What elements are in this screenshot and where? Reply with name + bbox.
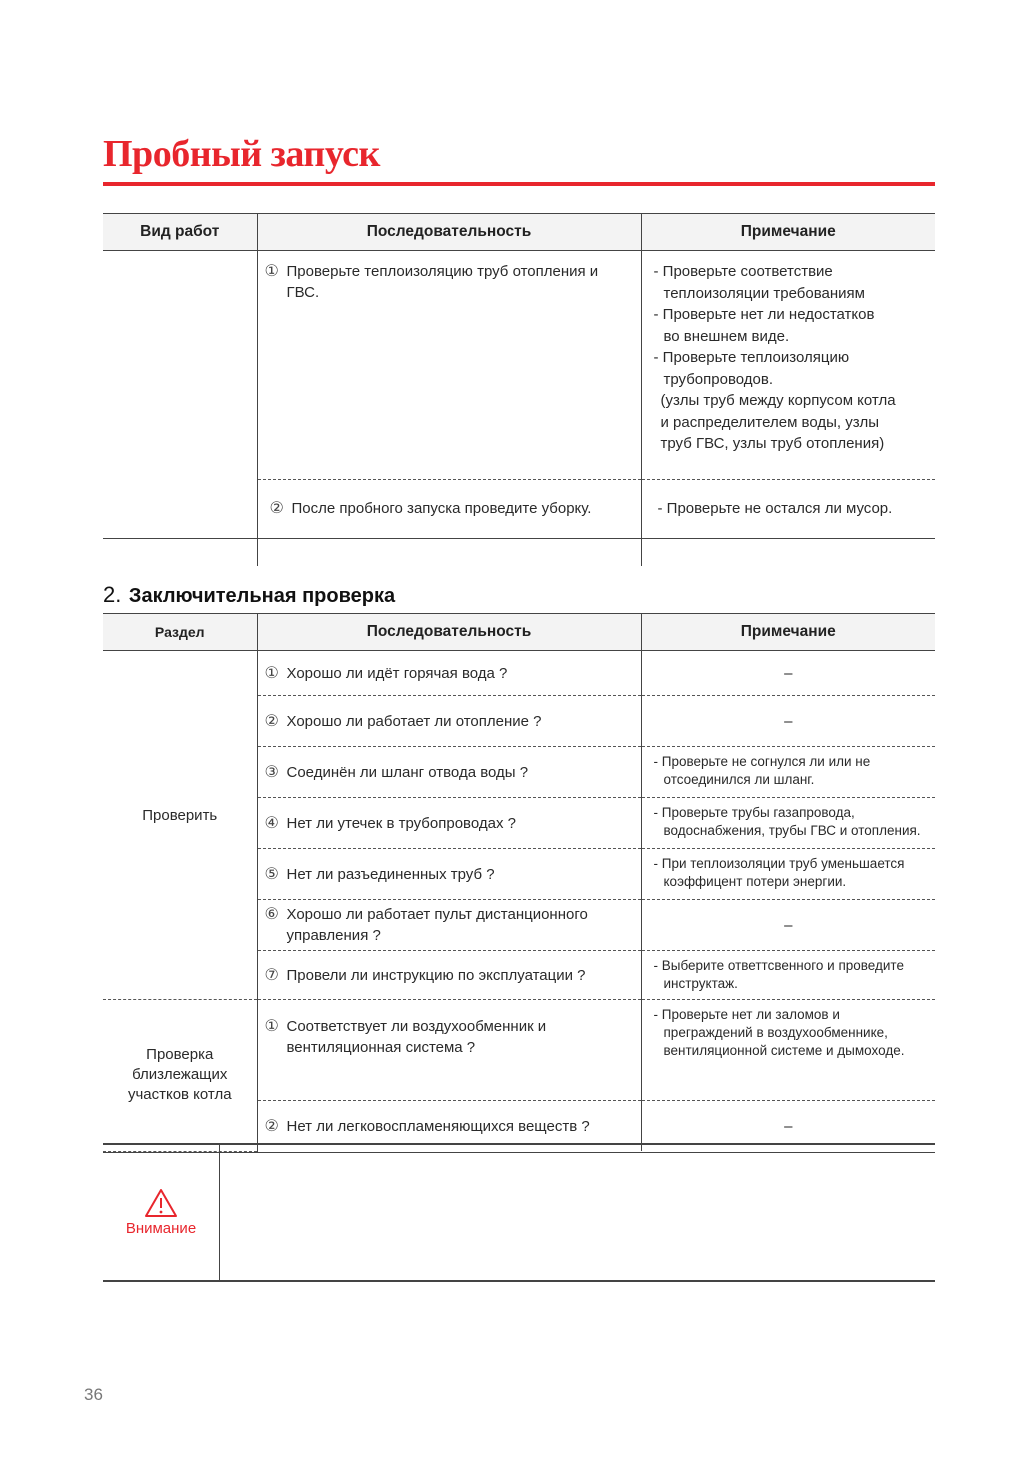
- note-line: - При теплоизоляции труб уменьшается: [653, 856, 905, 871]
- empty-note-dash: –: [784, 916, 793, 934]
- caution-box: [103, 1143, 935, 1282]
- step-cell: [257, 1000, 641, 1101]
- header-sequence: Последовательность: [257, 614, 641, 651]
- note-line: водоснабжения, трубы ГВС и отопления.: [663, 823, 921, 838]
- empty-note-dash: –: [784, 712, 793, 730]
- empty-note-dash: –: [784, 1117, 793, 1135]
- table-header-row: [103, 214, 935, 251]
- step-cell: [257, 849, 641, 900]
- step-cell: [257, 480, 641, 567]
- step-text: вентиляционная система ?: [286, 1039, 476, 1056]
- title-rule: [103, 182, 935, 186]
- step-text: ГВС.: [286, 284, 320, 301]
- section-label: Проверка: [146, 1046, 214, 1064]
- step-text: Хорошо ли работает пульт дистанционного: [286, 906, 588, 923]
- step-number: ①: [264, 664, 279, 682]
- table-header-row: [103, 614, 935, 651]
- note-cell: [641, 1000, 935, 1101]
- table-row: [103, 1000, 935, 1101]
- page-number: 36: [84, 1385, 103, 1404]
- note-cell: [641, 480, 935, 567]
- section-label: близлежащих: [132, 1066, 228, 1084]
- step-text: Хорошо ли идёт горячая вода ?: [286, 664, 508, 682]
- step-cell: [257, 900, 641, 951]
- page-title: Пробный запуск: [103, 133, 380, 175]
- note-line: вентиляционной системе и дымоходе.: [663, 1043, 905, 1058]
- step-text: Нет ли разъединенных труб ?: [286, 865, 495, 883]
- header-note: Примечание: [641, 214, 935, 251]
- step-text: Нет ли легковоспламеняющихся веществ ?: [286, 1117, 590, 1135]
- note-cell: [641, 251, 935, 480]
- table-row: [103, 251, 935, 480]
- table-bottom-rule: [103, 538, 935, 539]
- step-number: ③: [264, 763, 279, 781]
- note-line: - Проверьте не остался ли мусор.: [657, 500, 893, 517]
- section-label: участков котла: [127, 1086, 232, 1104]
- step-text: Соответствует ли воздухообменник и: [286, 1018, 547, 1035]
- step-cell: [257, 951, 641, 1000]
- step-number: ④: [264, 814, 279, 832]
- header-section: Раздел: [103, 614, 257, 651]
- note-line: труб ГВС, узлы труб отопления): [660, 435, 885, 452]
- section-label-cell: [103, 1000, 257, 1152]
- step-text: Провели ли инструкцию по эксплуатации ?: [286, 966, 586, 984]
- empty-note-dash: –: [784, 664, 793, 682]
- step-number: ⑥: [264, 906, 279, 923]
- step-number: ②: [264, 1117, 279, 1135]
- note-cell: [641, 696, 935, 747]
- step-text: Проверьте теплоизоляцию труб отопления и: [286, 263, 599, 280]
- note-cell: [641, 849, 935, 900]
- note-line: во внешнем виде.: [663, 327, 790, 345]
- table-bottom-rule: [103, 1152, 935, 1153]
- step-number: ⑦: [264, 966, 279, 984]
- note-line: - Проверьте нет ли заломов и: [653, 1007, 840, 1022]
- note-cell: [641, 747, 935, 798]
- trial-run-table: [103, 213, 935, 566]
- step-number: ①: [264, 263, 279, 280]
- note-line: и распределителем воды, узлы: [660, 413, 879, 431]
- warning-triangle-icon: [144, 1188, 178, 1218]
- note-line: - Выберите ответтсвенного и проведите: [653, 958, 904, 973]
- section-label-cell: [103, 651, 257, 1000]
- note-line: отсоединился ли шланг.: [663, 772, 815, 787]
- header-note: Примечание: [641, 614, 935, 651]
- note-line: - Проверьте соответствие: [653, 263, 833, 280]
- note-line: - Проверьте трубы газапровода,: [653, 805, 855, 820]
- step-number: ①: [264, 1018, 279, 1035]
- step-cell: [257, 798, 641, 849]
- note-line: (узлы труб между корпусом котла: [660, 392, 896, 409]
- note-line: - Проверьте теплоизоляцию: [653, 349, 850, 366]
- section-number: 2.: [103, 582, 122, 607]
- table-row: [103, 651, 935, 696]
- note-line: трубопроводов.: [663, 370, 773, 388]
- step-text: Соединён ли шланг отвода воды ?: [286, 763, 529, 781]
- step-cell: [257, 747, 641, 798]
- step-number: ⑤: [264, 865, 279, 883]
- caution-label-cell: [103, 1145, 220, 1280]
- note-line: коэффицент потери энергии.: [663, 874, 847, 889]
- note-line: преграждений в воздухообменнике,: [663, 1025, 888, 1040]
- note-line: инструктаж.: [663, 976, 738, 991]
- note-cell: [641, 951, 935, 1000]
- step-number: ②: [264, 712, 279, 730]
- step-text: Хорошо ли работает ли отопление ?: [286, 712, 542, 730]
- step-cell: [257, 651, 641, 696]
- step-text: управления ?: [286, 927, 381, 944]
- note-line: - Проверьте не согнулся ли или не: [653, 754, 871, 769]
- caution-label: Внимание: [125, 1220, 197, 1237]
- section-label: Проверить: [142, 807, 218, 824]
- header-sequence: Последовательность: [257, 214, 641, 251]
- category-cell: [103, 251, 257, 567]
- step-cell: [257, 696, 641, 747]
- header-work-type: Вид работ: [103, 214, 257, 251]
- section-heading: [103, 582, 395, 608]
- section-title: Заключительная проверка: [128, 585, 396, 607]
- note-line: - Проверьте нет ли недостатков: [653, 306, 875, 323]
- step-number: ②: [269, 500, 284, 517]
- note-cell: [641, 651, 935, 696]
- note-cell: [641, 798, 935, 849]
- step-cell: [257, 251, 641, 480]
- step-text: Нет ли утечек в трубопроводах ?: [286, 814, 516, 832]
- note-cell: [641, 900, 935, 951]
- final-check-table: [103, 613, 935, 1152]
- note-line: теплоизоляции требованиям: [663, 284, 865, 302]
- step-text: После пробного запуска проведите уборку.: [291, 500, 592, 517]
